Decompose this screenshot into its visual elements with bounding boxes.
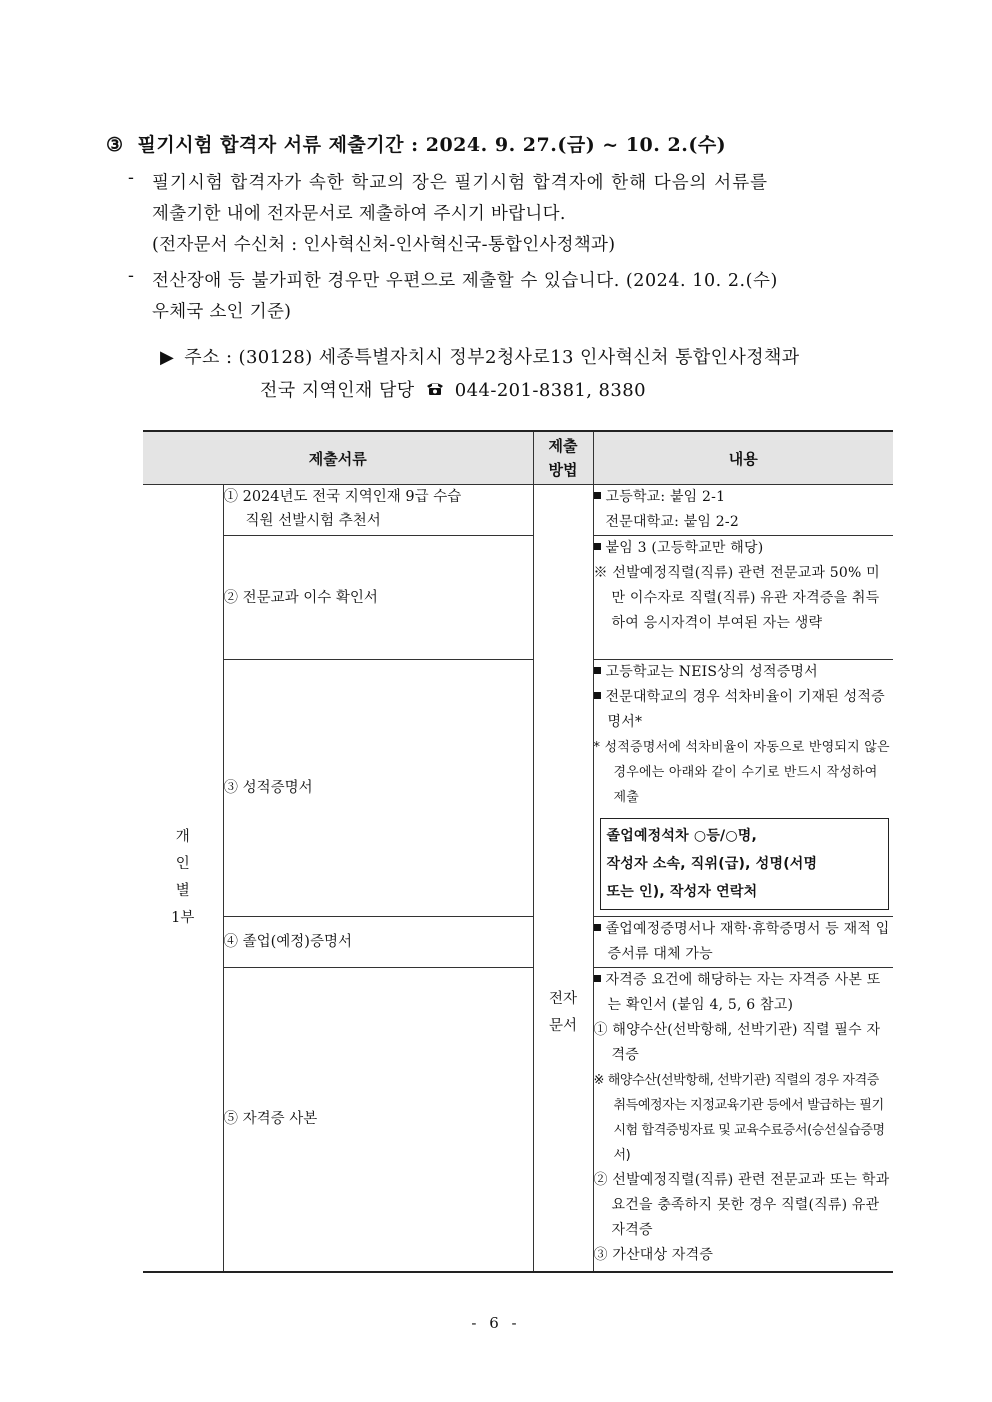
content-cell bbox=[593, 968, 893, 1272]
content-item: ③ 가산대상 자격증 bbox=[593, 1247, 714, 1263]
table-row bbox=[143, 660, 893, 917]
content-note: ※ 선발예정직렬(직류) 관련 전문교과 50% 미만 이수자로 직렬(직류) 유관 자격증을 취득하여 응시자격이 부여된 자는 생략 bbox=[593, 565, 880, 631]
text-line: 제출기한 내에 전자문서로 제출하여 주시기 바랍니다. bbox=[152, 204, 566, 224]
box-line: 작성자 소속, 직위(급), 성명(서명 bbox=[606, 856, 818, 872]
group-char: 인 bbox=[175, 855, 190, 872]
page-number: - 6 - bbox=[471, 1314, 521, 1332]
table-row bbox=[143, 968, 893, 1272]
content-text: 전문대학교의 경우 석차비율이 기재된 성적증명서* bbox=[605, 689, 885, 730]
bullet-paragraph bbox=[152, 266, 778, 328]
bullet-square-icon bbox=[594, 975, 601, 982]
bullet-square-icon bbox=[594, 492, 601, 499]
method-line: 전자 bbox=[548, 990, 577, 1007]
phone-number: 044-201-8381, 8380 bbox=[454, 380, 646, 401]
content-cell bbox=[593, 660, 893, 917]
phone-icon bbox=[425, 380, 445, 401]
table-header-row bbox=[143, 431, 893, 485]
dash-marker: - bbox=[128, 266, 134, 286]
content-item: ② 선발예정직렬(직류) 관련 전문교과 또는 학과 요건을 충족하지 못한 경우 직렬(직류) 유관 자격증 bbox=[593, 1172, 890, 1238]
address-line: 주소 : (30128) 세종특별자치시 정부2청사로13 인사혁신처 통합인사정책과 bbox=[184, 347, 800, 368]
table-row bbox=[143, 485, 893, 536]
content-item: ① 해양수산(선박항해, 선박기관) 직렬 필수 자격증 bbox=[593, 1022, 881, 1063]
handwrite-box bbox=[600, 818, 890, 910]
heading-number: ③ bbox=[106, 134, 124, 156]
bullet-square-icon bbox=[594, 692, 601, 699]
doc-name-cell: ⑤ 자격증 사본 bbox=[223, 968, 533, 1272]
header-method-line1: 제출 bbox=[548, 437, 578, 455]
group-char: 개 bbox=[175, 828, 190, 845]
doc-name-line: ① 2024년도 전국 지역인재 9급 수습 bbox=[223, 489, 462, 505]
dash-marker: - bbox=[128, 168, 134, 188]
heading-text: 필기시험 합격자 서류 제출기간 : 2024. 9. 27.(금) ~ 10. 2.(수) bbox=[137, 134, 727, 156]
contact-line bbox=[260, 376, 646, 402]
bullet-square-icon bbox=[594, 543, 601, 550]
documents-table bbox=[143, 430, 893, 1273]
header-method bbox=[533, 431, 593, 485]
content-text: 고등학교: 붙임 2-1 bbox=[605, 489, 726, 505]
doc-name-line: 직원 선발시험 추천서 bbox=[245, 513, 381, 529]
doc-name-cell: ③ 성적증명서 bbox=[223, 660, 533, 917]
content-bullet bbox=[594, 917, 894, 967]
content-bullet bbox=[594, 968, 894, 1018]
bullet-square-icon bbox=[594, 667, 601, 674]
content-note: ※ 해양수산(선박항해, 선박기관) 직렬의 경우 자격증 취득예정자는 지정교육기관 등에서 발급하는 필기시험 합격증빙자료 및 교육수료증서(승선실습증명서) bbox=[593, 1073, 885, 1163]
content-cell bbox=[593, 536, 893, 660]
doc-name-cell: ② 전문교과 이수 확인서 bbox=[223, 536, 533, 660]
section-heading bbox=[106, 130, 726, 157]
content-cell bbox=[593, 917, 893, 968]
bullet-square-icon bbox=[594, 924, 601, 931]
contact-label: 전국 지역인재 담당 bbox=[260, 380, 415, 401]
address-block bbox=[160, 343, 800, 369]
table-row bbox=[143, 536, 893, 660]
header-content: 내용 bbox=[593, 431, 893, 485]
box-line: 또는 인), 작성자 연락처 bbox=[606, 884, 758, 900]
doc-name-cell: ④ 졸업(예정)증명서 bbox=[223, 917, 533, 968]
content-text: 붙임 3 (고등학교만 해당) bbox=[605, 540, 764, 556]
method-line: 문서 bbox=[548, 1017, 577, 1034]
header-method-line2: 방법 bbox=[548, 461, 578, 479]
header-docs: 제출서류 bbox=[143, 431, 533, 485]
content-note: * 성적증명서에 석차비율이 자동으로 반영되지 않은 경우에는 아래와 같이 수기로 반드시 작성하여 제출 bbox=[593, 740, 890, 805]
content-cell bbox=[593, 485, 893, 536]
bullet-paragraph bbox=[152, 168, 768, 261]
content-text: 고등학교는 NEIS상의 성적증명서 bbox=[605, 664, 818, 680]
content-text: 전문대학교: 붙임 2-2 bbox=[605, 514, 739, 530]
group-char: 1부 bbox=[171, 909, 195, 926]
content-text: 졸업예정증명서나 재학·휴학증명서 등 재적 입증서류 대체 가능 bbox=[605, 921, 890, 962]
text-line: 필기시험 합격자가 속한 학교의 장은 필기시험 합격자에 한해 다음의 서류를 bbox=[152, 173, 769, 193]
table-row bbox=[143, 917, 893, 968]
group-cell bbox=[143, 485, 223, 1272]
box-line: 졸업예정석차 ○등/○명, bbox=[606, 828, 758, 844]
triangle-marker-icon: ▶ bbox=[160, 347, 175, 368]
doc-name-cell bbox=[223, 485, 533, 536]
content-bullet bbox=[594, 685, 894, 735]
content-text: 자격증 요건에 해당하는 자는 자격증 사본 또는 확인서 (붙임 4, 5, 6 참고) bbox=[605, 972, 881, 1013]
method-cell bbox=[533, 485, 593, 1272]
text-line: 우체국 소인 기준) bbox=[152, 302, 292, 322]
text-line: 전산장애 등 불가피한 경우만 우편으로 제출할 수 있습니다. (2024. 10. 2.(수) bbox=[152, 271, 778, 291]
text-line: (전자문서 수신처 : 인사혁신처-인사혁신국-통합인사정책과) bbox=[152, 235, 616, 255]
group-char: 별 bbox=[175, 882, 190, 899]
